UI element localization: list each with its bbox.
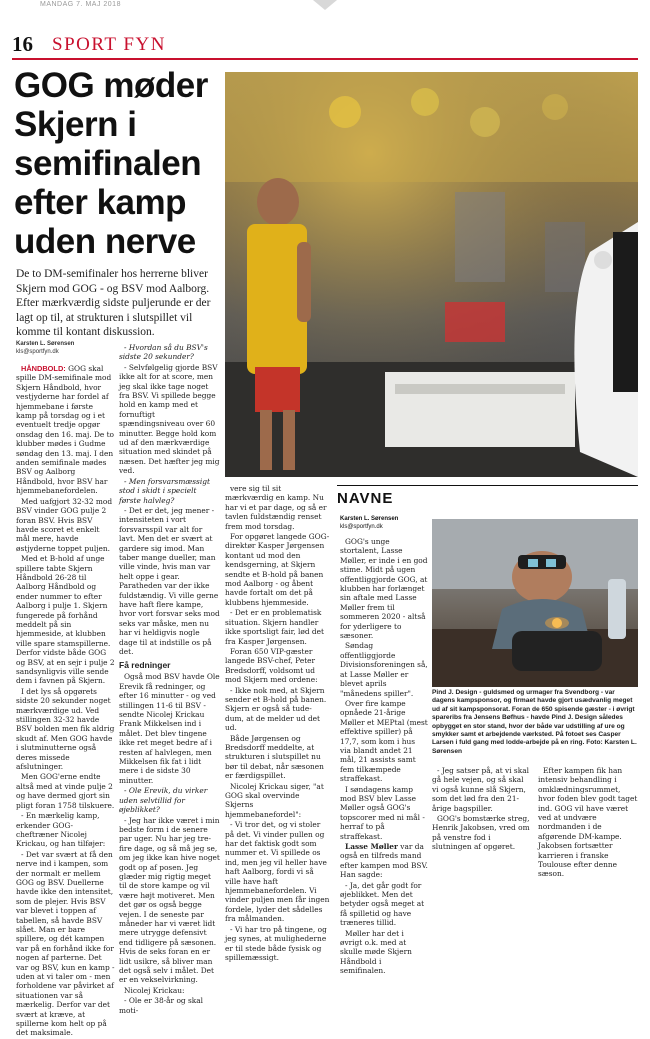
navne-column-3	[538, 766, 638, 880]
paragraph: - Jeg satser på, at vi skal gå hele vejen, og så skal vi også kunne slå Skjern, som det lød fra den 21-årige bagspiller.	[432, 766, 529, 813]
navne-rule	[337, 485, 638, 486]
paragraph: GOG's unge stortalent, Lasse Møller, er inde i en god stime. Midt på ugen offentliggjorde GOG, at klubben har forlænget sin aftale med Lasse Møller frem til sommeren 2020 - altså for yderligere to sæsoner.	[340, 537, 428, 641]
page-date: MANDAG 7. MAJ 2018	[40, 1, 121, 8]
paragraph: For opgøret langede GOG-direktør Kasper Jørgensen kontant ud mod den kendsgerning, at Skjern sendte et B-hold på banen mod Aalborg - og åbent havde fortalt om det på klubbens hjemmeside.	[225, 532, 330, 607]
paragraph: - Det var svært at få den nerve ind i kampen, som der normalt er mellem GOG og BSV. Duellerne havde ikke den intensitet, som de plejer. Hvis BSV var blevet i toppen af tabellen, så havde BSV slået. Man er bare spillere, og dét kampen var på en forhånd ikke for nogen af parterne. Det var og BSV, kun en kamp - uden at vi taler om - men forholdene var påvirket af situationen var så mærkelig. Derfor var det svært at kræve, at spillerne kom helt op på det maksimale.	[16, 849, 115, 1038]
paragraph: Både Jørgensen og Bredsdorff meddelte, at strukturen i slutspillet nu bør til debat, når sæsonen er færdigspillet.	[225, 733, 324, 781]
photo-caption: Pind J. Design - guldsmed og urmager fra Svendborg - var dagens kampsponsor, og firmaet havde gjort usædvanlig meget ud af sit kampsponsorat. Foran de 650 spisende gæster - i øvrigt spareribs fra Jensens Bøfhus - havde Pind J. Design således opbygget en stor stand, hvor der både var udstilling af ure og smykker samt et arbejdende værksted. På fotoet ses Casper Larsen i fuld gang med lodde-arbejde på en ring. Foto: Karsten L. Sørensen	[432, 689, 637, 755]
section-title: SPORT FYN	[52, 34, 166, 55]
question: - Ole Erevik, du virker uden selvtillid for øjeblikket?	[119, 786, 208, 815]
navne-column-1	[340, 537, 428, 977]
navne-byline: Karsten L. Sørensen	[340, 516, 399, 522]
article-lead: De to DM-semifinaler hos herrerne bliver Skjern mod GOG - og BSV mod Aalborg. Efter mærkværdig sidste puljerunde er der lagt op til, at strukturen i slutspillet vil komme til kontant diskussion.	[16, 268, 211, 338]
page-number: 16	[12, 32, 33, 56]
page-header-bar	[0, 0, 650, 14]
paragraph: - Det er en problematisk situation. Skjern handler ikke sportsligt fair, lød det fra Kasper Jørgensen.	[225, 608, 324, 646]
paragraph: - Ole er 38-år og skal moti-	[119, 996, 204, 1015]
paragraph: Møller har det i øvrigt o.k. med at skulle møde Skjern Håndbold i semifinalen.	[340, 928, 412, 976]
paragraph: Efter kampen fik han intensiv behandling i omklædningsrummet, hvor foden blev godt taget ind. GOG vil have været ved at undvære nordmanden i de afgørende DM-kampe. Jakobsen fortsætter karrieren i franske Toulouse efter denne sæson.	[538, 766, 638, 879]
jeweller-photo	[432, 519, 638, 687]
article-column-3	[225, 484, 330, 963]
article-byline: Karsten L. Sørensen	[16, 341, 75, 347]
paragraph: Foran 650 VIP-gæster langede BSV-chef, Peter Bredsdorff, voldsomt ud mod Skjern med ordene:	[225, 646, 318, 685]
paragraph: var da også en tilfreds mand efter kampen mod BSV. Han sagde:	[340, 842, 428, 880]
subheading: Få redninger	[119, 660, 171, 671]
paragraph: Over fire kampe opnåede 21-årige Møller et MEPtal (mest effektive spiller) på 17,7, som kom i hus via blandt andet 21 mål, 21 assists samt fem tilkæmpede straffekast.	[340, 698, 428, 784]
question: - Men forsvarsmæssigt stod i skidt i specielt første halvleg?	[119, 476, 210, 505]
paragraph: - Vi tror det, og vi stoler på det. Vi vinder pullen og har det faktisk godt som nummer et. Vi spillede os ind, men jeg vil heller have haft Aalborg, fordi vi så ville have haft hjemmebanefordelen. Vi vinder puljen men får ingen fordele, lyder det sådelles fra målmanden.	[225, 820, 330, 924]
paragraph: Nicolej Krickau:	[124, 985, 185, 995]
paragraph: I det lys så opgørets sidste 20 sekunder noget mærkværdige ud. Ved stillingen 32-32 havde BSV bolden men fik aldrig skudt af. Men GOG havde i slutminutterne også deres missede afslutninger.	[16, 686, 115, 772]
navne-byline-email[interactable]: kls@sportfyn.dk	[340, 524, 383, 530]
paragraph: GOG's bomstærke streg, Henrik Jakobsen, vred om på venstre fod i slutningen af opgøret.	[432, 814, 530, 852]
question: - Hvordan så du BSV's sidste 20 sekunder?	[119, 343, 208, 362]
paragraph: Med uafgjort 32-32 mod BSV vinder GOG pulje 2 foran BSV. Hvis BSV havde scoret et enkelt mål mere, havde østjyderne toppet puljen.	[16, 496, 113, 553]
paragraph: Nicolej Krickau siger, "at GOG skal overvinde Skjerns hjemmebanefordel":	[225, 781, 324, 819]
paragraph: - Ja, det går godt for øjeblikket. Men det betyder også meget at få spilletid og have træneres tillid.	[340, 880, 425, 928]
paragraph: Men GOG'erne endte altså med at vinde pulje 2 og have dermed gjort sin pligt foran 1758 tilskuere.	[16, 772, 115, 810]
kicker: HÅNDBOLD:	[21, 364, 66, 373]
paragraph: Søndag offentliggjorde Divisionsforeningen så, at Lasse Møller er blevet aprils "månedens spiller".	[340, 641, 428, 698]
article-column-2	[119, 343, 220, 1016]
section-rule	[12, 58, 638, 60]
handball-photo-art	[225, 72, 638, 477]
paragraph: - Det er det, jeg mener - intensiteten i vort forsvarsspil var alt for lavt. Men det er svært at gardere sig imod. Man taber mange dueller, man ville vinde, hvis man var helt oppe i gear. Paratheden var der ikke fuldstændig. Vi ville gerne have haft flere kampe, hvor vort forsvar seks mod seks var måske, men nu har vi heldigvis nogle dage til at indstille os på det.	[119, 505, 220, 656]
article-column-1	[16, 364, 115, 1039]
paragraph: vere sig til sit mærkværdig en kamp. Nu har vi et par dage, og så er tavlen fuldstændig renset frem mod torsdag.	[225, 484, 327, 531]
navne-column-2	[432, 766, 532, 853]
article-headline: GOG møder Skjern i semifinalen efter kamp uden nerve	[14, 66, 208, 261]
jeweller-photo-art	[432, 519, 638, 687]
paragraph: I søndagens kamp mod BSV blev Lasse Møller også GOG's topscorer med ni mål - herraf to på straffekast.	[340, 784, 425, 841]
paragraph: GOG skal spille DM-semifinale mod Skjern Håndbold, hvor vestjyderne har fordel af hjemmebane i første kamp på torsdag og i et eventuelt tredje opgør onsdag den 16. maj. De to klubber mødes i Gudme søndag den 13. maj. I den anden semifinale mødes BSV og Aalborg Håndbold, hvor BSV har hjemmebanefordelen.	[16, 364, 115, 496]
handball-photo	[225, 72, 638, 477]
paragraph: - En mærkelig kamp, erkender GOG-cheftræner Nicolej Krickau, og han tilføjer:	[16, 811, 106, 849]
paragraph: - Vi har tro på tingene, og jeg synes, at mulighederne er til stede både fysisk og spillemæssigt.	[225, 924, 327, 962]
article-byline-email[interactable]: kls@sportfyn.dk	[16, 349, 59, 355]
navne-header: NAVNE	[337, 490, 394, 507]
paragraph: Med et B-hold af unge spillere tabte Skjern Håndbold 26-28 til Aalborg Håndbold og ender nummer to efter Aalborg i pulje 1. Skjern fungerede på forhånd meddelt på sin hjemmeside, at klubben ville spare stamspillerne. Derfor vidste både GOG og BSV, at en sejr i pulje 2 sandsynligvis ville sende dem i favnen på Skjern.	[16, 554, 115, 686]
paragraph: - Ikke nok med, at Skjern sender et B-hold på banen. Skjern er også så tude-dum, at de melder ud det ud.	[225, 685, 327, 733]
paragraph: Også mod BSV havde Ole Erevik få redninger, og efter 16 minutter - og ved stillingen 11-6 til BSV - sendte Nicolej Krickau Frank Mikkelsen ind i målet. Det blev tingene ikke ret meget bedre af i resten af halvlegen, men Mikkelsen fik fat i lidt mere i de sidste 30 minutter.	[119, 672, 220, 785]
person-name: Lasse Møller	[345, 842, 398, 851]
paragraph: - Jeg har ikke været i min bedste form i de senere par uger. Nu har jeg tre-fire dage, og så må jeg se, om jeg ikke kan hive noget godt op af posen. Jeg glæder mig rigtig meget til de store kampe og vil være højt motiveret. Men det gør os også begge vejen. I de seneste par måneder har vi været lidt mere utrygge defensivt end tidligere på sæsonen. Hvis de seks foran en er lidt usikre, så bliver man det også selv i målet. Det er en vekselvirkning.	[119, 815, 220, 985]
paragraph: - Selvfølgelig gjorde BSV ikke alt for at score, men jeg skal ikke tage noget fra BSV. Vi spillede begge hold en kamp med et fornuftigt spændingsniveau over 60 minutter. Begge hold kom ud af den mærkværdige situation med skindet på næsen. Det hæfter jeg mig ved.	[119, 362, 220, 476]
page-fold-icon	[313, 0, 337, 10]
